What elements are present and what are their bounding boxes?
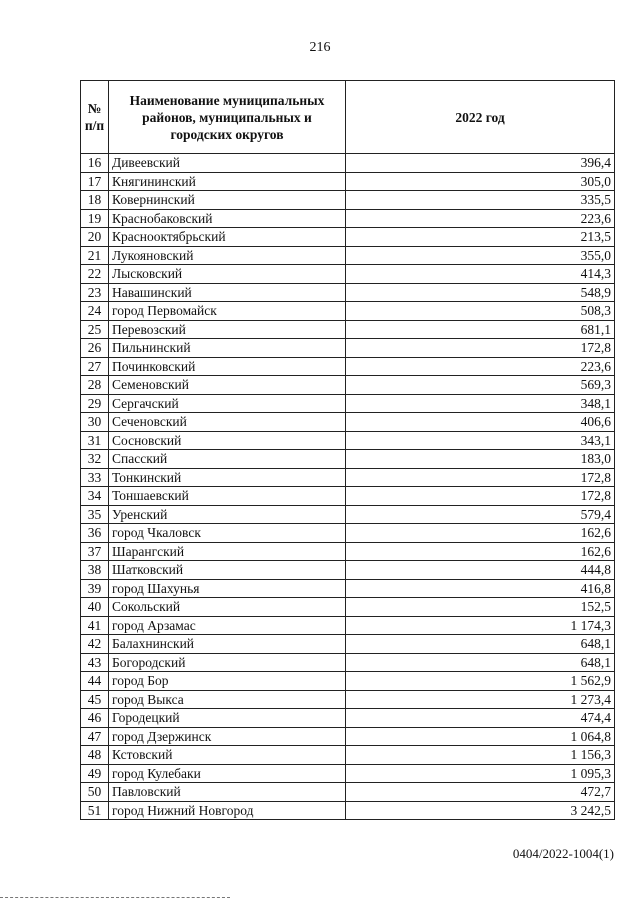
row-value: 223,6 (346, 357, 615, 376)
row-number: 27 (81, 357, 109, 376)
row-number: 17 (81, 172, 109, 191)
row-value: 569,3 (346, 376, 615, 395)
table-row (81, 265, 615, 284)
row-number: 23 (81, 283, 109, 302)
table-row (81, 154, 615, 173)
row-name: город Первомайск (109, 302, 346, 321)
table-row (81, 764, 615, 783)
table-row (81, 339, 615, 358)
row-name: Починковский (109, 357, 346, 376)
row-value: 648,1 (346, 635, 615, 654)
row-number: 33 (81, 468, 109, 487)
row-value: 1 562,9 (346, 672, 615, 691)
row-name: Княгининский (109, 172, 346, 191)
table-row (81, 246, 615, 265)
row-number: 24 (81, 302, 109, 321)
row-name: Балахнинский (109, 635, 346, 654)
row-value: 414,3 (346, 265, 615, 284)
row-number: 45 (81, 690, 109, 709)
row-name: Лукояновский (109, 246, 346, 265)
row-value: 162,6 (346, 542, 615, 561)
row-number: 39 (81, 579, 109, 598)
row-number: 34 (81, 487, 109, 506)
row-name: Семеновский (109, 376, 346, 395)
row-name: Сокольский (109, 598, 346, 617)
row-number: 42 (81, 635, 109, 654)
header-name: Наименование муниципальных районов, муниципальных и городских округов (109, 81, 346, 154)
row-name: Ковернинский (109, 191, 346, 210)
table-row (81, 376, 615, 395)
row-value: 343,1 (346, 431, 615, 450)
table-row (81, 209, 615, 228)
row-number: 35 (81, 505, 109, 524)
row-value: 548,9 (346, 283, 615, 302)
table-row (81, 672, 615, 691)
table-row (81, 653, 615, 672)
table-row (81, 635, 615, 654)
row-number: 20 (81, 228, 109, 247)
table-row (81, 394, 615, 413)
table-row (81, 228, 615, 247)
row-name: Кстовский (109, 746, 346, 765)
row-name: Пильнинский (109, 339, 346, 358)
table-row (81, 579, 615, 598)
header-row (81, 81, 615, 154)
row-name: город Нижний Новгород (109, 801, 346, 820)
row-number: 29 (81, 394, 109, 413)
row-value: 335,5 (346, 191, 615, 210)
table-row (81, 616, 615, 635)
row-value: 474,4 (346, 709, 615, 728)
row-value: 396,4 (346, 154, 615, 173)
row-value: 416,8 (346, 579, 615, 598)
table-row (81, 690, 615, 709)
row-value: 183,0 (346, 450, 615, 469)
header-year: 2022 год (346, 81, 615, 154)
table-row (81, 561, 615, 580)
table-row (81, 468, 615, 487)
row-value: 1 156,3 (346, 746, 615, 765)
table-row (81, 598, 615, 617)
row-value: 648,1 (346, 653, 615, 672)
table-row (81, 542, 615, 561)
row-number: 46 (81, 709, 109, 728)
row-value: 444,8 (346, 561, 615, 580)
row-value: 579,4 (346, 505, 615, 524)
table-row (81, 302, 615, 321)
row-name: Шатковский (109, 561, 346, 580)
bottom-divider (0, 897, 230, 898)
table-body (81, 154, 615, 820)
row-number: 28 (81, 376, 109, 395)
table-row (81, 801, 615, 820)
row-value: 681,1 (346, 320, 615, 339)
row-number: 37 (81, 542, 109, 561)
row-name: Павловский (109, 783, 346, 802)
table-row (81, 727, 615, 746)
table-row (81, 450, 615, 469)
row-number: 26 (81, 339, 109, 358)
table-row (81, 191, 615, 210)
row-value: 1 064,8 (346, 727, 615, 746)
row-name: Лысковский (109, 265, 346, 284)
row-name: город Шахунья (109, 579, 346, 598)
row-value: 162,6 (346, 524, 615, 543)
row-number: 40 (81, 598, 109, 617)
row-number: 16 (81, 154, 109, 173)
row-value: 406,6 (346, 413, 615, 432)
data-table (80, 80, 615, 820)
row-name: Городецкий (109, 709, 346, 728)
table-header (81, 81, 615, 154)
row-name: город Арзамас (109, 616, 346, 635)
row-number: 44 (81, 672, 109, 691)
table-row (81, 746, 615, 765)
table-row (81, 783, 615, 802)
row-name: Богородский (109, 653, 346, 672)
row-value: 152,5 (346, 598, 615, 617)
row-number: 47 (81, 727, 109, 746)
row-number: 31 (81, 431, 109, 450)
row-number: 25 (81, 320, 109, 339)
row-name: Тонкинский (109, 468, 346, 487)
row-number: 18 (81, 191, 109, 210)
row-name: Спасский (109, 450, 346, 469)
page-number: 216 (309, 40, 331, 55)
row-value: 355,0 (346, 246, 615, 265)
row-name: Сергачский (109, 394, 346, 413)
row-value: 508,3 (346, 302, 615, 321)
row-number: 49 (81, 764, 109, 783)
row-value: 1 273,4 (346, 690, 615, 709)
table-row (81, 172, 615, 191)
row-name: Сеченовский (109, 413, 346, 432)
row-name: город Выкса (109, 690, 346, 709)
row-value: 1 174,3 (346, 616, 615, 635)
table-row (81, 709, 615, 728)
row-name: Тоншаевский (109, 487, 346, 506)
row-name: город Чкаловск (109, 524, 346, 543)
table-row (81, 487, 615, 506)
row-number: 41 (81, 616, 109, 635)
row-number: 22 (81, 265, 109, 284)
row-name: город Кулебаки (109, 764, 346, 783)
table-row (81, 431, 615, 450)
row-name: Навашинский (109, 283, 346, 302)
row-number: 21 (81, 246, 109, 265)
row-number: 48 (81, 746, 109, 765)
row-number: 32 (81, 450, 109, 469)
row-name: Дивеевский (109, 154, 346, 173)
row-name: Краснобаковский (109, 209, 346, 228)
row-name: город Дзержинск (109, 727, 346, 746)
table-row (81, 357, 615, 376)
table-row (81, 524, 615, 543)
row-value: 348,1 (346, 394, 615, 413)
row-number: 19 (81, 209, 109, 228)
row-value: 172,8 (346, 468, 615, 487)
table-row (81, 320, 615, 339)
row-value: 172,8 (346, 487, 615, 506)
row-number: 38 (81, 561, 109, 580)
row-value: 472,7 (346, 783, 615, 802)
row-name: Шарангский (109, 542, 346, 561)
row-value: 213,5 (346, 228, 615, 247)
row-number: 50 (81, 783, 109, 802)
row-number: 36 (81, 524, 109, 543)
row-value: 172,8 (346, 339, 615, 358)
row-value: 223,6 (346, 209, 615, 228)
document-code: 0404/2022-1004(1) (512, 846, 614, 861)
table-row (81, 413, 615, 432)
row-name: Перевозский (109, 320, 346, 339)
row-name: Сосновский (109, 431, 346, 450)
row-name: Уренский (109, 505, 346, 524)
row-number: 30 (81, 413, 109, 432)
row-name: Краснооктябрьский (109, 228, 346, 247)
row-name: город Бор (109, 672, 346, 691)
header-num: № п/п (81, 81, 109, 154)
table-row (81, 505, 615, 524)
row-value: 3 242,5 (346, 801, 615, 820)
row-number: 43 (81, 653, 109, 672)
row-value: 1 095,3 (346, 764, 615, 783)
table-row (81, 283, 615, 302)
row-number: 51 (81, 801, 109, 820)
row-value: 305,0 (346, 172, 615, 191)
